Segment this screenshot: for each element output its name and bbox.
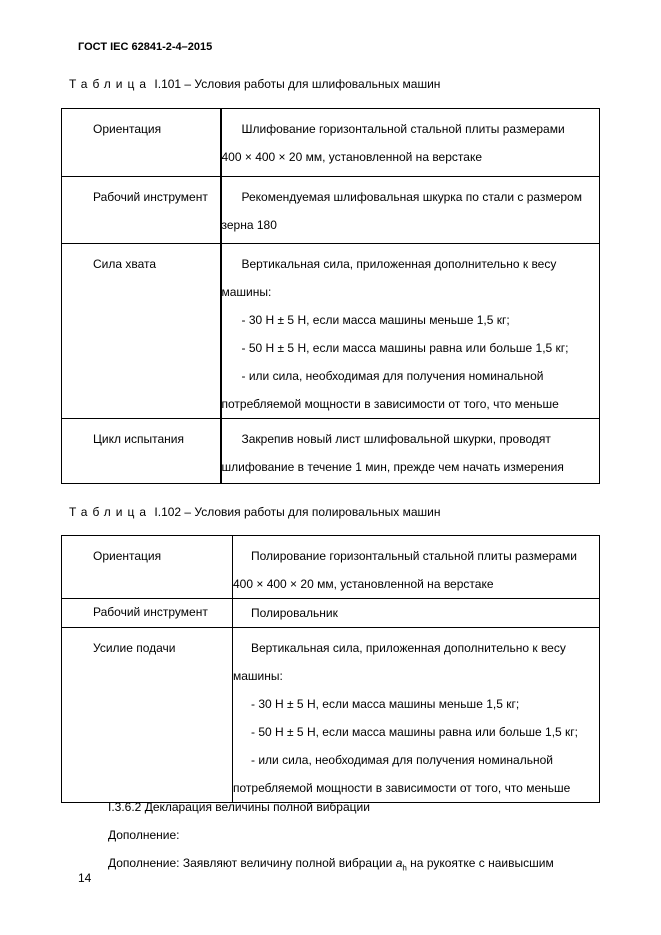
row-label: Цикл испытания [62,419,221,484]
value-line: - или сила, необходимая для получения номинальной [241,369,544,383]
document-header: ГОСТ IEC 62841-2-4–2015 [78,41,213,53]
page-number: 14 [78,871,92,885]
value-line: Шлифование горизонтальной стальной плиты размерами [241,122,565,136]
value-line: - или сила, необходимая для получения номинальной [251,753,553,767]
vibration-symbol: a [395,856,403,870]
row-label: Рабочий инструмент [62,599,233,628]
value-line: зерна 180 [221,218,277,232]
value-line: - 50 Н ± 5 Н, если масса машины равна или больше 1,5 кг; [251,725,579,739]
table-row [62,628,600,803]
table1-caption-text: I.101 – Условия работы для шлифовальных машин [151,77,441,91]
row-value [221,177,600,244]
row-label: Рабочий инструмент [62,177,221,244]
row-label: Ориентация [62,536,233,599]
value-line: 400 × 400 × 20 мм, установленной на верстаке [233,577,494,591]
table1-caption [69,77,440,91]
value-line: шлифование в течение 1 мин, прежде чем начать измерения [221,460,564,474]
row-value [233,599,600,628]
value-line: - 30 Н ± 5 Н, если масса машины меньше 1,5 кг; [241,313,510,327]
table2-caption-text: I.102 – Условия работы для полировальных машин [151,505,441,519]
row-value [233,628,600,803]
value-line: - 50 Н ± 5 Н, если масса машины равна или больше 1,5 кг; [241,341,569,355]
value-line: машины: [221,285,272,299]
table-grinding-conditions [61,108,600,484]
value-line: 400 × 400 × 20 мм, установленной на верстаке [221,150,483,164]
row-value [221,419,600,484]
addition-text-start: Дополнение: Заявляют величину полной вибрации [108,856,396,870]
row-label: Сила хвата [62,244,221,419]
row-value [221,109,600,177]
addition-paragraph-vibration [108,856,554,872]
section-heading: I.3.6.2 Декларация величины полной вибрации [108,800,370,814]
table-row [62,419,600,484]
value-line: Вертикальная сила, приложенная дополнительно к весу [251,641,566,655]
value-line: Рекомендуемая шлифовальная шкурка по стали с размером [241,190,582,204]
addition-text-end: на рукоятке с наивысшим [406,856,554,870]
value-line: - 30 Н ± 5 Н, если масса машины меньше 1,5 кг; [251,697,520,711]
row-label: Ориентация [62,109,221,177]
table-row [62,536,600,599]
vibration-symbol-subscript: h [402,863,407,873]
table1-caption-word: Таблица [69,77,152,91]
value-line: потребляемой мощности в зависимости от того, что меньше [233,781,571,795]
table2-caption [69,505,441,519]
row-value [221,244,600,419]
addition-paragraph: Дополнение: [108,828,180,842]
value-line: Закрепив новый лист шлифовальной шкурки, проводят [241,432,551,446]
value-line: Полировальник [251,606,338,620]
row-value [233,536,600,599]
table-polishing-conditions [61,535,600,803]
value-line: Вертикальная сила, приложенная дополнительно к весу [241,257,557,271]
table2-caption-word: Таблица [69,505,152,519]
value-line: потребляемой мощности в зависимости от того, что меньше [221,397,559,411]
table-row [62,177,600,244]
value-line: машины: [233,669,283,683]
table-row [62,109,600,177]
row-label: Усилие подачи [62,628,233,803]
table-row [62,599,600,628]
value-line: Полирование горизонтальный стальной плиты размерами [251,549,577,563]
table-row [62,244,600,419]
